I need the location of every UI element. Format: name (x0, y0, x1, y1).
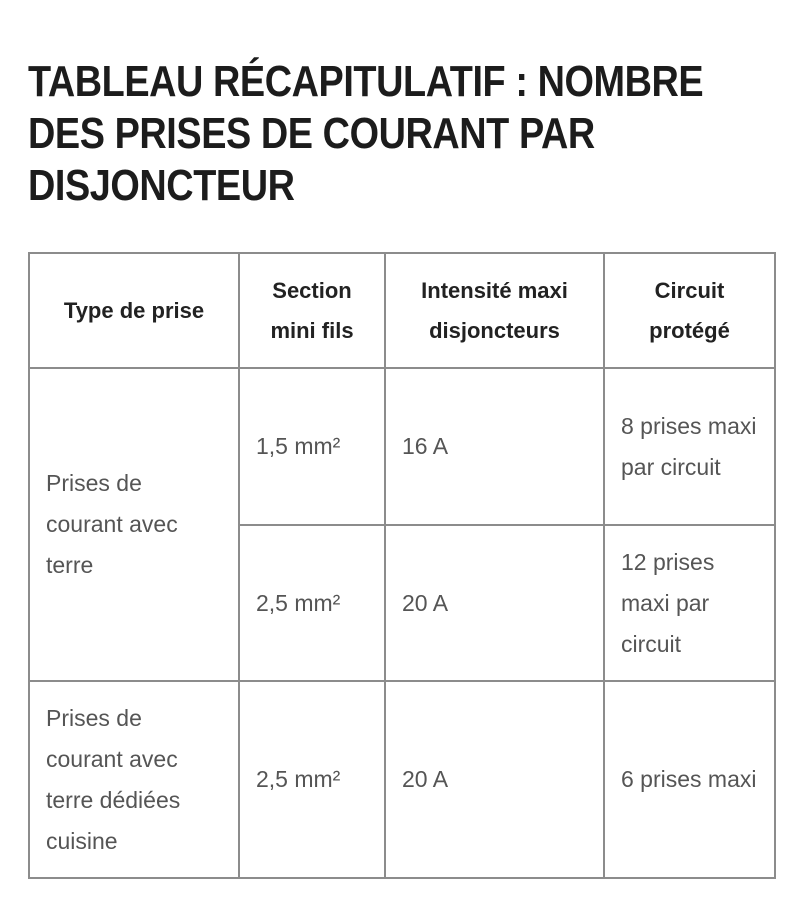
cell-section: 2,5 mm² (239, 525, 385, 681)
cell-circuit: 6 prises maxi (604, 681, 775, 878)
table-header-row (29, 253, 775, 368)
header-circuit-protege: Circuit protégé (604, 253, 775, 368)
cell-intensite: 20 A (385, 681, 604, 878)
cell-intensite: 16 A (385, 368, 604, 525)
cell-type-prise: Prises de courant avec terre (29, 368, 239, 681)
cell-type-prise: Prises de courant avec terre dédiées cuisine (29, 681, 239, 878)
cell-section: 2,5 mm² (239, 681, 385, 878)
header-section-mini-fils: Section mini fils (239, 253, 385, 368)
table-row (29, 681, 775, 878)
header-intensite-maxi: Intensité maxi disjoncteurs (385, 253, 604, 368)
cell-circuit: 12 prises maxi par circuit (604, 525, 775, 681)
cell-circuit: 8 prises maxi par circuit (604, 368, 775, 525)
cell-section: 1,5 mm² (239, 368, 385, 525)
summary-table (28, 252, 776, 879)
page-title: TABLEAU RÉCAPITULATIF : NOMBRE DES PRISES DE COURANT PAR DISJONCTEUR (28, 57, 704, 210)
table-row (29, 368, 775, 525)
cell-intensite: 20 A (385, 525, 604, 681)
header-type-de-prise: Type de prise (29, 253, 239, 368)
